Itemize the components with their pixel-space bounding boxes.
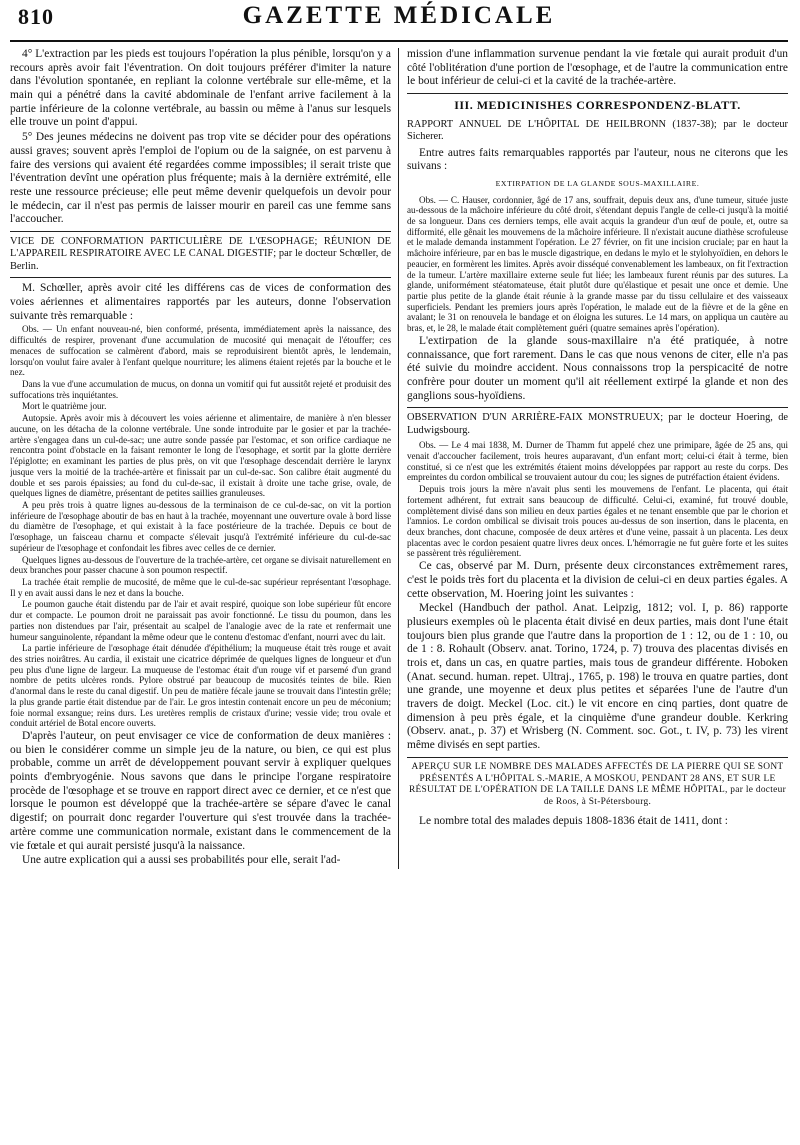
right-column — [399, 48, 788, 869]
gazette-title: GAZETTE MÉDICALE — [242, 2, 556, 29]
paragraph: 4° L'extraction par les pieds est toujours l'opération la plus pénible, lorsqu'on y a recours après avoir fait l'éventration. On doit toujours préférer d'imiter la nature dans l'évolution spontanée, en repliant la colonne vertébrale sur elle-même, et la main qui a pénétré dans la cavité abdominale de l'enfant arrive facilement à la partie inférieure de la colonne vertébrale, au bassin ou même à l'anus sur lesquels elle trouve un point d'appui. — [10, 48, 391, 129]
observation-text: La partie inférieure de l'œsophage était dénudée d'épithélium; la muqueuse était très rouge et avait des stries noirâtres. Au cardia, il existait une cicatrice déprimée de quelques lignes de longueur et d'un peu plus d'une ligne de largeur. La muqueuse de l'estomac était d'un rouge vif et parsemé d'un grand nombre de petits ulcères ronds. Pylore obstrué par beaucoup de mucosités teintes de bile. Rien d'anormal dans le reste du canal digestif. Un peu de matière fécale jaune se trouvait dans l'intestin grêle; la plus grande partie était distendue par de l'air. Le gros intestin contenait encore un peu de méconium; foie normal exsangue; reins durs. Les uretères remplis de cristaux d'urine; vessie vide; trou ovale et conduit artériel de Botal encore ouverts. — [10, 643, 391, 729]
subheading: EXTIRPATION DE LA GLANDE SOUS-MAXILLAIRE. — [495, 179, 700, 189]
paragraph: M. Schœller, après avoir cité les différens cas de vices de conformation des voies aériennes et alimentaires rapportés par les auteurs, donne l'observation suivante très remarquable : — [10, 282, 391, 322]
observation-text: Obs. — C. Hauser, cordonnier, âgé de 17 ans, souffrait, depuis deux ans, d'une tumeur, située juste au-dessous de la mâchoire inférieure du côté droit, s'étendant depuis l'angle de celle-ci jusqu'à la moitié de sa longueur. Dans ces derniers temps, elle avait acquis la grandeur d'un œuf de poule, et, outre sa difformité, elle gênait les mouvemens de la mâchoire inférieure. Il n'existait aucune diathèse scrofuleuse et le malade demanda instamment l'opération. Le 27 février, on fit une incision cruciale; par en haut la mâchoire inférieure, par en bas le muscle digastrique, en dedans le mylo et le stylohyoïdien, en dehors le peaucier, en formèrent les limites. Après avoir disséqué convenablement les lambeaux, on fit l'extraction de la tumeur. L'artère maxillaire externe seule fut liée; les lambeaux furent réunis par des sutures. La glande, uniformément stéatomateuse, était plutôt dure qu'élastique et pesait une once et demie. Une partie plus petite de la glande était réunie à la grande masse par du tissu cellulaire et des vaisseaux superficiels. Pendant les premiers jours après l'opération, le malade eut de la fièvre et de la gêne en avalant; le 31 on renouvela le bandage et on éloigna les sutures. Le 14 mars, on appliqua un cautère au bras, et, le 28, le malade était complètement guéri (quatre semaines après l'opération). — [407, 194, 788, 334]
article-heading: APERÇU SUR LE NOMBRE DES MALADES AFFECTÉS DE LA PIERRE QUI SE SONT PRÉSENTÉS A L'HÔPITAL S.-MARIE, A MOSKOU, PENDANT 28 ANS, ET SUR LE RÉSULTAT DE L'OPÉRATION DE LA TAILLE DANS LE MÊME HÔPITAL, par le docteur de Roos, à St-Pétersbourg. — [408, 761, 787, 808]
observation-text: Obs. — Un enfant nouveau-né, bien conformé, présenta, immédiatement après la naissance, des difficultés de respirer, provenant d'une accumulation de mucosité qui menaçait de l'étouffer; ces menaces de suffocation se calmèrent d'abord, mais se reproduisirent bientôt après, le lendemain, lorsqu'on voulut faire avaler à l'enfant quelque nourriture; les alimens étaient rejetés par la bouche et le nez. — [10, 324, 391, 378]
observation-text: Autopsie. Après avoir mis à découvert les voies aérienne et alimentaire, de manière à n'en blesser aucune, on les détacha de la colonne vertébrale. Une sonde introduite par le gosier et par la trachée-artère s'engagea dans un cul-de-sac; une autre sonde passée par l'estomac, et son orifice cardiaque ne rencontra point d'obstacle en la faisant remonter le long de l'œsophage, et sortit par la glotte derrière l'épiglotte; en examinant les parties de plus près, on vit que l'œsophage descendait derrière le larynx jusque vers la moitié de la trachée-artère et finissait par un cul-de-sac. Son calibre était augmenté du double et ses parois épaissies; au fond du cul-de-sac, il existait à droite une tache grise, ovale, de quelques lignes de diamètre, présentant de petites saillies granuleuses. — [10, 413, 391, 499]
text-columns — [10, 48, 788, 869]
paragraph: Ce cas, observé par M. Durn, présente deux circonstances extrêmement rares, c'est le poids très fort du placenta et la division de celui-ci en deux parties égales. A cette observation, M. Hoering joint les suivantes : — [407, 560, 788, 600]
observation-text: Depuis trois jours la mère n'avait plus senti les mouvemens de l'enfant. Le placenta, qui était fortement adhérent, fut extrait sans beaucoup de difficulté. Celui-ci, examiné, fut trouvé double, complètement divisé dans son milieu en deux parties égales et ne tenant ensemble que par le chorion et l'amnios. Le cordon ombilical se divisait trois pouces au-dessus de son insertion, dans le placenta, en deux branches, dont chacune, composée de deux artères et d'une veine, passait à un placenta. Les deux placentas avec le cordon pesaient quatre livres deux onces. L'hémorragie ne fut guère forte et les suites se passèrent très régulièrement. — [407, 484, 788, 559]
paragraph: Entre autres faits remarquables rapportés par l'auteur, nous ne citerons que les suivans : — [407, 146, 788, 173]
divider — [407, 93, 788, 94]
paragraph: mission d'une inflammation survenue pendant la vie fœtale qui aurait produit d'un côté l'oblitération d'une portion de l'œsophage, et de l'autre la communication entre le bout inférieur de celui-ci et la cavité de la trachée-artère. — [407, 48, 788, 88]
article-heading: RAPPORT ANNUEL DE L'HÔPITAL DE HEILBRONN (1837-38); par le docteur Sicherer. — [407, 118, 788, 143]
observation-text: Mort le quatrième jour. — [22, 401, 107, 412]
paragraph: Meckel (Handbuch der pathol. Anat. Leipzig, 1812; vol. I, p. 86) rapporte plusieurs exemples où le placenta était divisé en deux parties, mais dont l'une était toujours bien plus grande que l'autre dans la proportion de 1 : 12, ou de 1 : 10, ou de 1 : 8. Rohault (Observ. anat. Torino, 1724, p. 7) trouva des placentas divisés en trois et, dans un cas, en quatre parties, mais tous de grandeur différente. Hoboken (Anat. secund. human. repet. Ultraj., 1765, p. 198) le trouva en quatre parties, dont une grande, une moyenne et deux plus petites et séparées l'une de l'autre d'un travers de doigt. Meckel (Loc. cit.) le vit encore en cinq parties, dont quatre de dimension à peu près égale, et la cinquième d'une grandeur double. Kerkring (Observ. anat., p. 37) et Wrisberg (N. Comment. soc. Got., t. IV, p. 73) les virent même divisés en sept parties. — [407, 602, 788, 752]
observation-text: Le poumon gauche était distendu par de l'air et avait respiré, quoique son lobe supérieur fût encore dur et compacte. Le poumon droit ne paraissait pas avoir fonctionné. Le tissu du poumon, dans les parties non distendues par l'air, présentait au scalpel de l'analogie avec de la rate et renfermait une humeur sanguinolente, répandant la même odeur que le contenu d'estomac d'enfant, nourri avec du lait. — [10, 599, 391, 642]
paragraph: L'extirpation de la glande sous-maxillaire n'a été pratiquée, à notre connaissance, que fort rarement. Dans le cas que nous venons de citer, elle n'a pas été suivie du moindre accident. Nous connaissons trop la perspicacité de notre confrère pour douter un moment qu'il ait réellement extirpé la glande et non des ganglions sous-hyoïdiens. — [407, 334, 788, 402]
observation-text: Obs. — Le 4 mai 1838, M. Durner de Thamm fut appelé chez une primipare, âgée de 25 ans, qui venait d'accoucher facilement, trois heures auparavant, d'un enfant mort; celui-ci était à terme, bien constitué, si ce n'est que les extrémités étaient moins développées par rapport au reste du corps. Des empreintes du cordon ombilical se trouvaient autour du cou; les signes de putréfaction étaient évidens. — [407, 440, 788, 483]
divider — [10, 231, 391, 232]
observation-text: Dans la vue d'une accumulation de mucus, on donna un vomitif qui fut aussitôt rejeté et produisit des suffocations très inquiétantes. — [10, 379, 391, 400]
page-number: 810 — [18, 4, 54, 29]
masthead — [10, 0, 788, 42]
article-heading: VICE DE CONFORMATION PARTICULIÈRE DE L'ŒSOPHAGE; RÉUNION DE L'APPAREIL RESPIRATOIRE AVEC LE CANAL DIGESTIF; par le docteur Schœller, de Berlin. — [10, 235, 391, 272]
paragraph: Le nombre total des malades depuis 1808-1836 était de 1411, dont : — [419, 814, 728, 827]
observation-text: Quelques lignes au-dessous de l'ouverture de la trachée-artère, cet organe se divisait naturellement en deux branches pour passer chacune à son poumon respectif. — [10, 554, 391, 576]
divider — [407, 407, 788, 408]
section-title: III. MEDICINISHES CORRESPONDENZ-BLATT. — [454, 98, 741, 113]
left-column — [10, 48, 399, 869]
paragraph: Une autre explication qui a aussi ses probabilités pour elle, serait l'ad- — [22, 854, 341, 867]
observation-text: La trachée était remplie de mucosité, de même que le cul-de-sac supérieur représentant l'œsophage. Il y en avait aussi dans le nez et dans la bouche. — [10, 576, 391, 598]
paragraph: D'après l'auteur, on peut envisager ce vice de conformation de deux manières : ou bien le considérer comme un simple jeu de la nature, ou bien, ce qui est plus probable, comme un arrêt de développement pouvant servir à expliquer quelques points d'embryogénie. Nous savons que dans le principe l'organe respiratoire procède de l'œsophage et se trouve en rapport direct avec ce dernier, et ce n'est que lorsque le poumon est développé que la trachée-artère se sépare d'avec le canal digestif; on pourrait donc regarder l'ouverture qui s'est trouvée dans la trachée-artère comme une communication normale, existant dans le commencement de la vie fœtale et qui aurait persisté jusqu'à la naissance. — [10, 730, 391, 852]
paragraph: 5° Des jeunes médecins ne doivent pas trop vite se décider pour des opérations aussi graves; souvent après l'emploi de l'opium ou de la saignée, on est parvenu à faire des versions qui avaient été regardées comme impossibles; il serait triste que l'éventration devînt une opération plus fréquente; mais à la dernière extrémité, elle reste une ressource précieuse; elle peut même devenir quelquefois un devoir pour le médecin, car il n'est pas permis de laisser mourir en pareil cas une femme sans l'accoucher. — [10, 131, 391, 226]
divider — [407, 757, 788, 758]
article-heading: OBSERVATION D'UN ARRIÈRE-FAIX MONSTRUEUX; par le docteur Hoering, de Ludwigsbourg. — [407, 412, 788, 436]
divider — [10, 277, 391, 278]
observation-text: A peu près trois à quatre lignes au-dessous de la terminaison de ce cul-de-sac, on vit la portion inférieure de l'œsophage aboutir de bas en haut à la trachée, moyennant une ouverture ovale à bord lisse du diamètre de l'œsophage, et qui existait à la face postérieure de la trachée. Depuis ce bout de l'œsophage, un faisceau charnu et compacte s'élevait jusqu'à l'extrémité inférieure du cul-de-sac supérieur de l'œsophage et confondait les fibres avec celles de ce dernier. — [10, 499, 391, 553]
